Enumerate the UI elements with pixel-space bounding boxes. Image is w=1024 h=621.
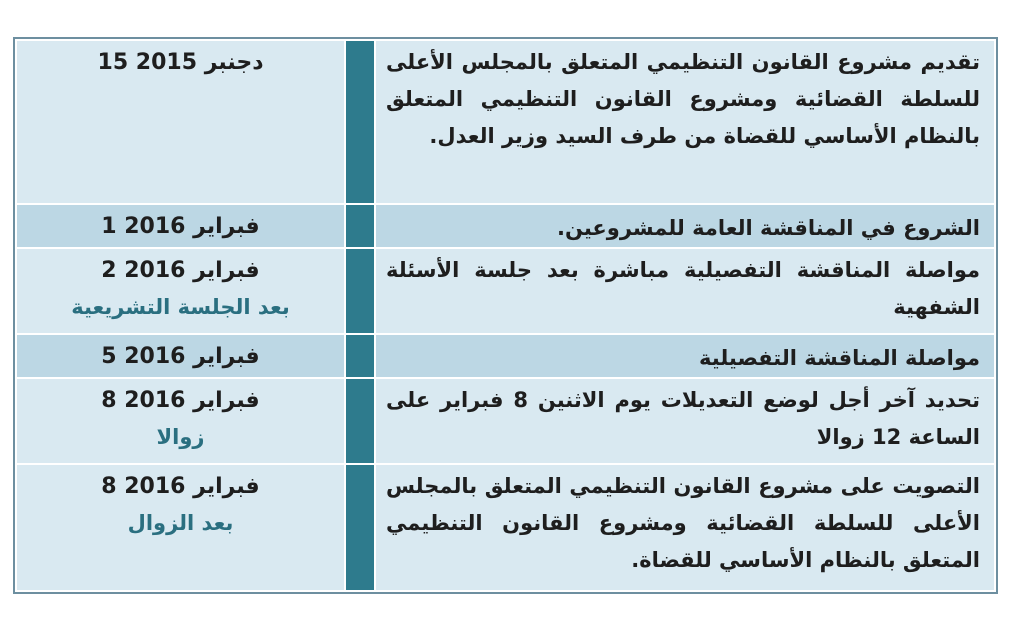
time-note: زوالا xyxy=(156,425,205,449)
date-text: 15 دجنبر 2015 xyxy=(97,50,264,75)
time-note: بعد الجلسة التشريعية xyxy=(71,295,290,319)
event-text: الشروع في المناقشة العامة للمشروعين. xyxy=(556,216,980,240)
separator-bar xyxy=(345,204,375,248)
date-cell xyxy=(16,204,345,248)
date-cell xyxy=(16,464,345,591)
separator-bar xyxy=(345,378,375,464)
table-row xyxy=(16,334,995,378)
date-text: 8 فبراير 2016 xyxy=(101,474,260,499)
event-cell xyxy=(375,40,995,204)
time-note: بعد الزوال xyxy=(127,511,234,535)
event-text: تقديم مشروع القانون التنظيمي المتعلق بالمجلس الأعلى للسلطة القضائية ومشروع القانون التنظيمي المتعلق بالنظام الأساسي للقضاة من طرف السيد وزير العدل. xyxy=(386,50,980,148)
event-cell xyxy=(375,464,995,591)
table-row xyxy=(16,248,995,334)
event-text: مواصلة المناقشة التفصيلية xyxy=(699,346,980,370)
schedule-table-frame xyxy=(13,37,998,594)
event-cell xyxy=(375,378,995,464)
event-cell xyxy=(375,248,995,334)
event-cell xyxy=(375,334,995,378)
event-text: مواصلة المناقشة التفصيلية مباشرة بعد جلسة الأسئلة الشفهية xyxy=(386,258,980,319)
event-text: تحديد آخر أجل لوضع التعديلات يوم الاثنين 8 فبراير على الساعة 12 زوالا xyxy=(386,388,980,449)
date-cell xyxy=(16,248,345,334)
table-row xyxy=(16,40,995,204)
date-text: 2 فبراير 2016 xyxy=(101,258,260,283)
date-text: 1 فبراير 2016 xyxy=(101,214,260,239)
table-row xyxy=(16,378,995,464)
event-cell xyxy=(375,204,995,248)
separator-bar xyxy=(345,40,375,204)
date-text: 8 فبراير 2016 xyxy=(101,388,260,413)
separator-bar xyxy=(345,248,375,334)
table-row xyxy=(16,204,995,248)
date-cell xyxy=(16,40,345,204)
table-row xyxy=(16,464,995,591)
separator-bar xyxy=(345,464,375,591)
separator-bar xyxy=(345,334,375,378)
date-cell xyxy=(16,378,345,464)
date-cell xyxy=(16,334,345,378)
schedule-table xyxy=(15,39,996,592)
event-text: التصويت على مشروع القانون التنظيمي المتعلق بالمجلس الأعلى للسلطة القضائية ومشروع القانون التنظيمي المتعلق بالنظام الأساسي للقضاة. xyxy=(386,474,980,572)
date-text: 5 فبراير 2016 xyxy=(101,344,260,369)
